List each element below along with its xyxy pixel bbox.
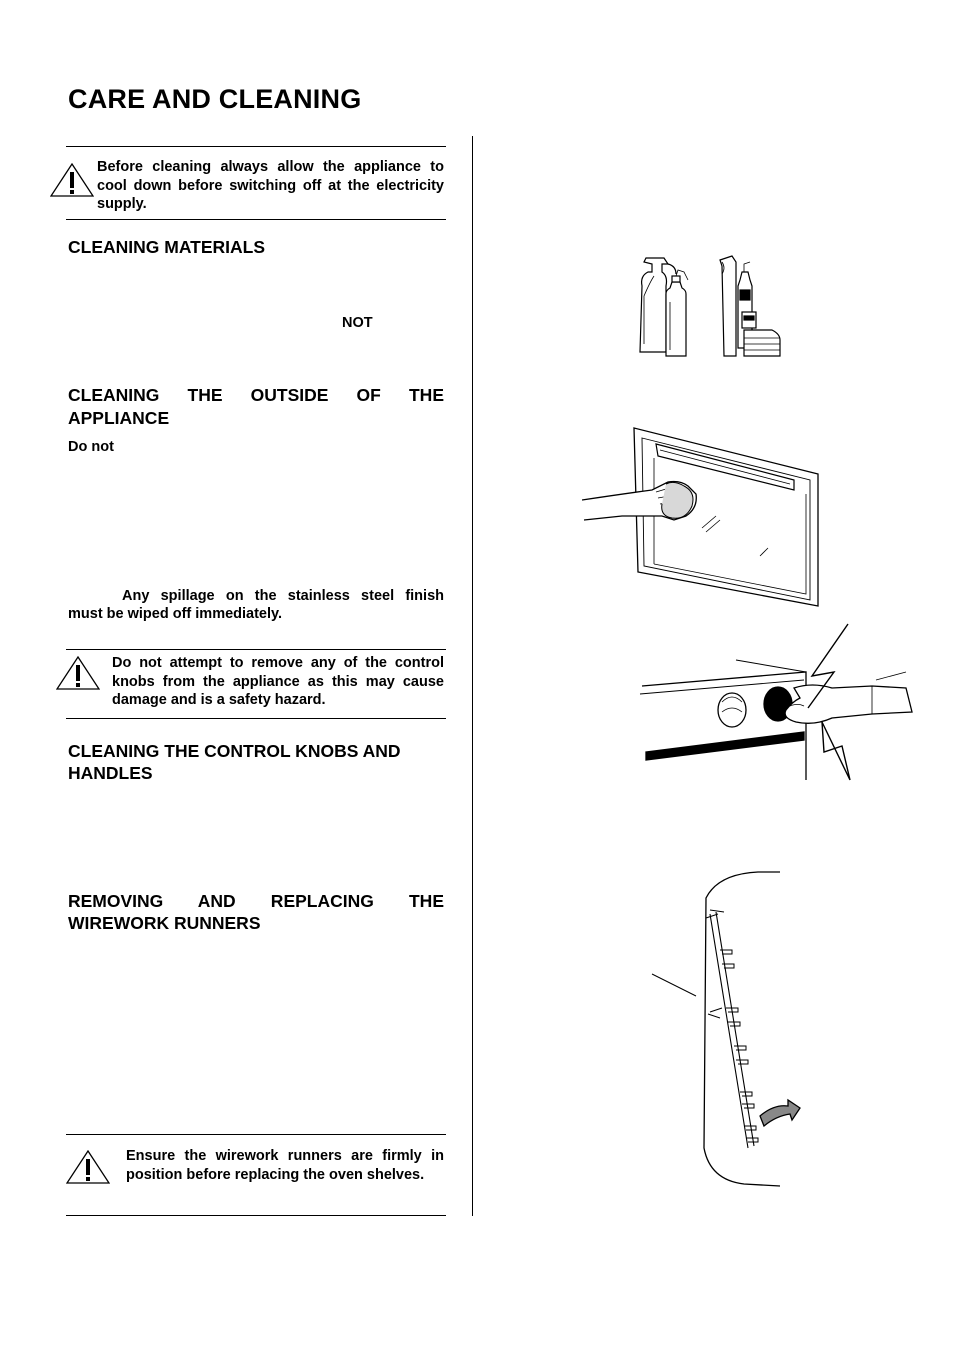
- column-divider: [472, 136, 473, 1216]
- heading-control-knobs-line1: CLEANING THE CONTROL KNOBS AND: [68, 741, 401, 761]
- text-do-not: Do not: [68, 439, 114, 455]
- warning-bottom-rule: [66, 1215, 446, 1216]
- control-knobs-illustration: [636, 622, 916, 786]
- warning-triangle-icon: [50, 163, 94, 197]
- page-title: CARE AND CLEANING: [68, 84, 362, 114]
- warning-bottom-rule: [66, 219, 446, 220]
- heading-cleaning-materials: CLEANING MATERIALS: [68, 237, 266, 257]
- heading-cleaning-outside-line2: APPLIANCE: [68, 408, 170, 428]
- text-not: NOT: [342, 315, 373, 331]
- warning-cool-down-text: Before cleaning always allow the appliance to cool down before switching off at the electricity supply.: [97, 159, 444, 212]
- cleaning-products-illustration: [632, 252, 788, 360]
- heading-cleaning-outside-line1: CLEANING THE OUTSIDE OF THE: [68, 385, 444, 405]
- warning-triangle-icon: [66, 1150, 110, 1184]
- warning-runners-text: Ensure the wirework runners are firmly in position before replacing the oven shelves.: [126, 1148, 444, 1183]
- warning-triangle-icon: [56, 656, 100, 690]
- heading-control-knobs-line2: HANDLES: [68, 763, 153, 783]
- warning-knobs-text: Do not attempt to remove any of the control knobs from the appliance as this may cause damage and is a safety hazard.: [112, 655, 444, 708]
- heading-runners-line1: REMOVING AND REPLACING THE: [68, 891, 444, 911]
- door-wiping-illustration: [582, 424, 822, 610]
- text-spillage-line2: must be wiped off immediately.: [68, 606, 283, 622]
- warning-top-rule: [66, 146, 446, 147]
- warning-top-rule: [66, 1134, 446, 1135]
- text-spillage-line1: Any spillage on the stainless steel finish: [122, 588, 444, 604]
- wirework-runners-illustration: [648, 868, 808, 1190]
- warning-bottom-rule: [66, 718, 446, 719]
- warning-top-rule: [66, 649, 446, 650]
- heading-runners-line2: WIREWORK RUNNERS: [68, 913, 261, 933]
